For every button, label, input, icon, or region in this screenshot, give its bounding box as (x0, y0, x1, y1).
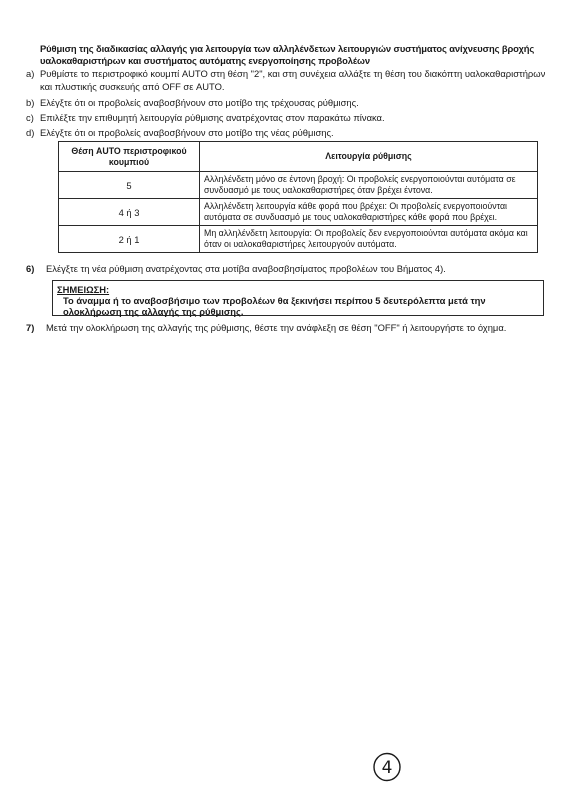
step-7 (26, 322, 546, 334)
step-a (26, 68, 546, 93)
table-header-row (59, 142, 538, 172)
table-row (59, 172, 538, 199)
step-number: 7) (26, 322, 35, 333)
description-cell: Αλληλένδετη λειτουργία κάθε φορά που βρέχει: Οι προβολείς ενεργοποιούνται αυτόματα σε συνδυασμό με τους υαλοκαθαριστήρες κάθε φορά που βρέχει. (200, 199, 538, 226)
note-box (52, 280, 544, 316)
step-text: Ελέγξτε ότι οι προβολείς αναβοσβήνουν στο μοτίβο της νέας ρύθμισης. (40, 127, 334, 138)
step-text: Ελέγξτε ότι οι προβολείς αναβοσβήνουν στο μοτίβο της τρέχουσας ρύθμισης. (40, 97, 359, 108)
step-text: Ελέγξτε τη νέα ρύθμιση ανατρέχοντας στα μοτίβα αναβοσβησίματος προβολέων του Βήματος 4). (46, 263, 446, 274)
step-text: Ρυθμίστε το περιστροφικό κουμπί AUTO στη θέση "2", και στη συνέχεια αλλάξτε τη θέση του διακόπτη υαλοκαθαριστήρων και πλυστικής συσκευής από OFF σε AUTO. (40, 68, 546, 92)
step-letter: b) (26, 97, 35, 108)
auto-setting-table (58, 141, 538, 253)
step-letter: c) (26, 112, 34, 123)
step-6 (26, 263, 546, 274)
note-text: Το άναμμα ή το αναβοσβήσιμο των προβολέων θα ξεκινήσει περίπου 5 δευτερόλεπτα μετά την ολοκλήρωση της αλλαγής της ρύθμισης. (63, 295, 486, 317)
table-row (59, 226, 538, 253)
step-number: 6) (26, 263, 35, 274)
header-position: Θέση AUTO περιστροφικού κουμπιού (59, 142, 200, 172)
table-row (59, 199, 538, 226)
position-cell: 4 ή 3 (59, 199, 200, 226)
handwritten-page-number (372, 752, 402, 782)
section-heading: Ρύθμιση της διαδικασίας αλλαγής για λειτουργία των αλληλένδετων λειτουργιών συστήματος ανίχνευσης βροχής υαλοκαθαριστήρων και συστήματος αυτόματης ενεργοποίησης προβολέων (40, 43, 535, 66)
note-title: ΣΗΜΕΙΩΣΗ: (57, 284, 110, 295)
steps-list (26, 68, 546, 142)
step-letter: d) (26, 127, 35, 138)
position-cell: 5 (59, 172, 200, 199)
position-cell: 2 ή 1 (59, 226, 200, 253)
step-text: Επιλέξτε την επιθυμητή λειτουργία ρύθμισης ανατρέχοντας στον παρακάτω πίνακα. (40, 112, 385, 123)
step-c (26, 112, 546, 123)
description-cell: Μη αλληλένδετη λειτουργία: Οι προβολείς δεν ενεργοποιούνται αυτόματα ακόμα και όταν οι υαλοκαθαριστήρες λειτουργούν αυτόματα. (200, 226, 538, 253)
step-b (26, 97, 546, 108)
description-cell: Αλληλένδετη μόνο σε έντονη βροχή: Οι προβολείς ενεργοποιούνται αυτόματα σε συνδυασμό με τους υαλοκαθαριστήρες όταν βρέχει έντονα. (200, 172, 538, 199)
header-function: Λειτουργία ρύθμισης (200, 142, 538, 172)
step-text: Μετά την ολοκλήρωση της αλλαγής της ρύθμισης, θέστε την ανάφλεξη σε θέση "OFF" ή λειτουργήστε το όχημα. (46, 322, 507, 333)
step-d (26, 127, 546, 138)
step-letter: a) (26, 68, 35, 79)
page-number-text: 4 (381, 758, 393, 778)
